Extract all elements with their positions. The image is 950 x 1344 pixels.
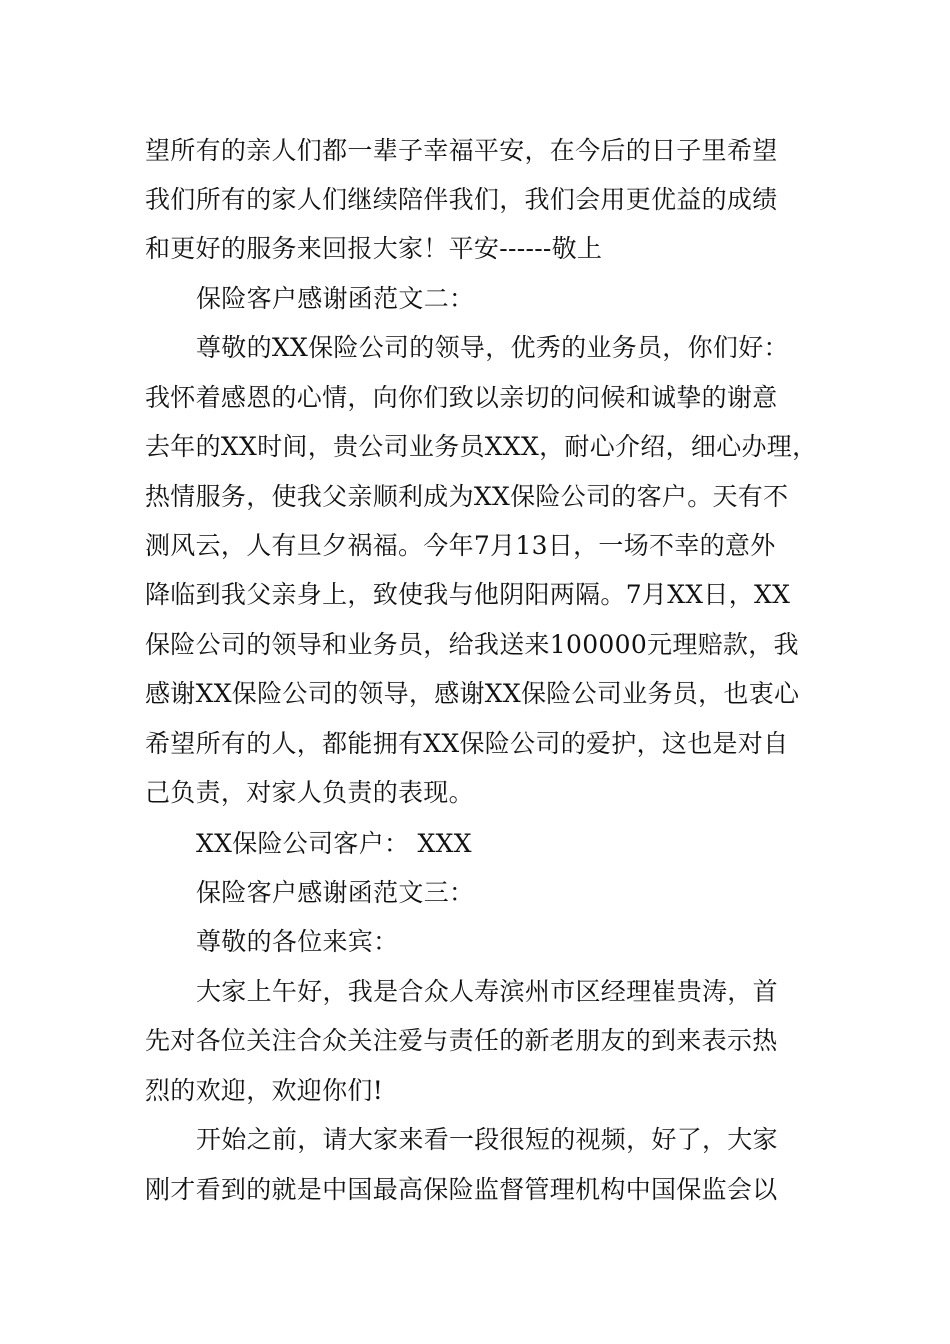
body-text-line: 大家上午好，我是合众人寿滨州市区经理崔贵涛，首 (196, 977, 778, 1006)
body-text-line: 我们所有的家人们继续陪伴我们，我们会用更优益的成绩 (145, 185, 778, 214)
section-heading: 保险客户感谢函范文三： (196, 878, 475, 907)
salutation: 尊敬的XX保险公司的领导，优秀的业务员，你们好： (196, 333, 789, 362)
body-text-line: 感谢XX保险公司的领导，感谢XX保险公司业务员，也衷心 (145, 679, 800, 708)
body-text-line: 先对各位关注合众关注爱与责任的新老朋友的到来表示热 (145, 1026, 778, 1055)
body-text-line: 测风云，人有旦夕祸福。今年7月13日，一场不幸的意外 (145, 531, 776, 560)
body-text-line: 开始之前，请大家来看一段很短的视频，好了，大家 (196, 1125, 778, 1154)
salutation: 尊敬的各位来宾： (196, 927, 399, 956)
body-text-line: 己负责，对家人负责的表现。 (145, 778, 474, 807)
section-heading: 保险客户感谢函范文二： (196, 284, 475, 313)
body-text-line: 和更好的服务来回报大家！平安------敬上 (145, 234, 603, 263)
body-text-line: 热情服务，使我父亲顺利成为XX保险公司的客户。天有不 (145, 482, 789, 511)
body-text-line: 烈的欢迎，欢迎你们! (145, 1076, 384, 1105)
body-text-line: 望所有的亲人们都一辈子幸福平安，在今后的日子里希望 (145, 136, 778, 165)
body-text-line: 降临到我父亲身上，致使我与他阴阳两隔。7月XX日，XX (145, 580, 791, 609)
body-text-line: 刚才看到的就是中国最高保险监督管理机构中国保监会以 (145, 1175, 778, 1204)
body-text-line: 我怀着感恩的心情，向你们致以亲切的问候和诚挚的谢意 (145, 383, 778, 412)
body-text-line: 去年的XX时间，贵公司业务员XXX，耐心介绍，细心办理， (145, 432, 818, 461)
body-text-line: 保险公司的领导和业务员，给我送来100000元理赔款，我 (145, 630, 799, 659)
signature-line: XX保险公司客户： XXX (196, 829, 472, 858)
body-text-line: 希望所有的人，都能拥有XX保险公司的爱护，这也是对自 (145, 729, 789, 758)
